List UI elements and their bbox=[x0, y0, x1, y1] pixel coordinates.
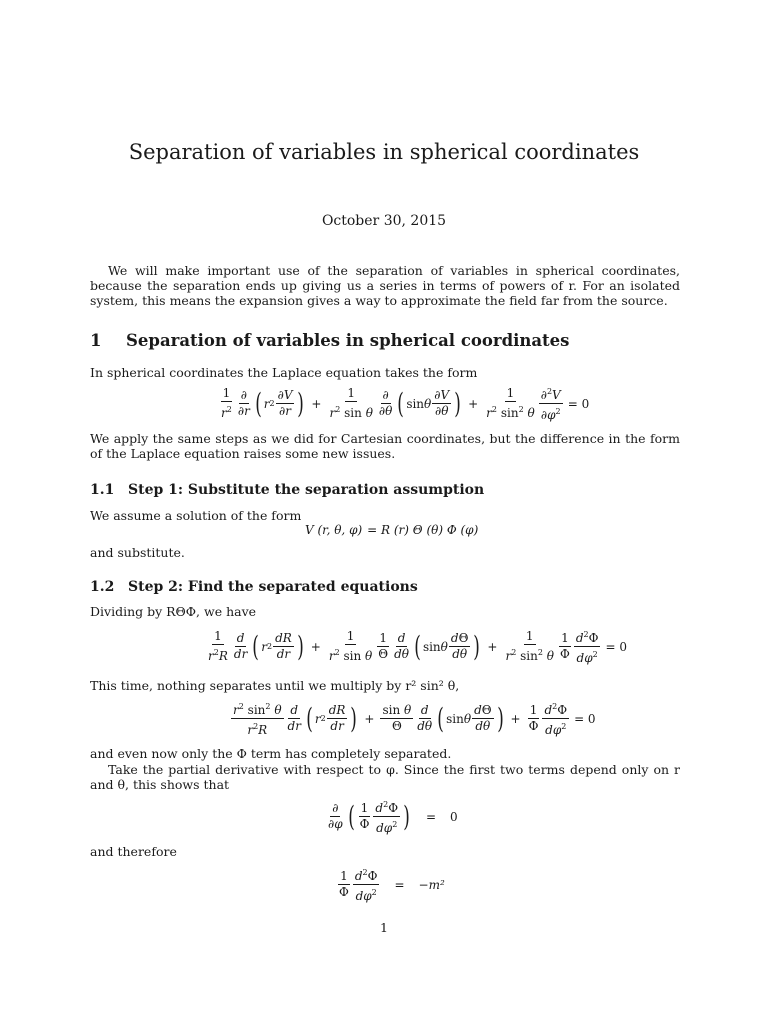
phi-equals: = bbox=[394, 877, 405, 892]
page-number: 1 bbox=[380, 920, 388, 935]
document-date: October 30, 2015 bbox=[321, 213, 447, 229]
section-title: Separation of variables in spherical coordinates bbox=[126, 331, 570, 350]
multiply-text: This time, nothing separates until we multiply by r² sin² θ, bbox=[90, 678, 460, 693]
subsection-heading-1-1 bbox=[90, 482, 484, 498]
assume-lhs: V (r, θ, φ) bbox=[305, 523, 363, 537]
partial-derivative-text: Take the partial derivative with respect to φ. Since the first two terms depend only on r and θ, this shows that bbox=[90, 762, 680, 792]
separated-text: and even now only the Φ term has completely separated. bbox=[90, 746, 452, 761]
subsection-number: 1.2 bbox=[90, 579, 115, 595]
subsection-title: Step 2: Find the separated equations bbox=[128, 579, 418, 595]
section1-after-equation: We apply the same steps as we did for Cartesian coordinates, but the difference in the form of the Laplace equation raises some new issues. bbox=[90, 431, 680, 461]
page-title: Separation of variables in spherical coordinates bbox=[128, 140, 640, 164]
subsection-title: Step 1: Substitute the separation assumption bbox=[128, 482, 485, 498]
divided-rhs: = 0 bbox=[605, 639, 627, 654]
partial-equals: = bbox=[425, 809, 437, 824]
separation-assumption-equation bbox=[305, 523, 478, 537]
subsection-number: 1.1 bbox=[90, 482, 115, 498]
multiplied-rhs: = 0 bbox=[574, 711, 596, 726]
subsection1-after-equation: and substitute. bbox=[90, 545, 185, 560]
laplace-equation: $\frac{1}{r^2}$ $\frac{\partial}{\partial r}$ ( r 2 $\frac{\partial V}{\partial r}$ ) + $\frac{1}{r^2 \sin \theta}$ $\frac{\partial}{\partial\theta}$ ( sin θ $\frac{\partial V}{\partial\theta}$ ) + $\frac{1}{r^2 \sin^2 \theta}$ $\frac{\partial^2V}{\partial\varphi^2}$ = 0 bbox=[221, 386, 590, 422]
partial-phi-equation: $\frac{\partial}{\partial\varphi}$ ( $\frac{1}{\Phi}$ $\frac{d^2\Phi}{d\varphi^2}$ ) = 0 bbox=[328, 799, 458, 835]
subsection-heading-1-2 bbox=[90, 579, 418, 595]
partial-rhs: 0 bbox=[450, 809, 458, 824]
divided-equation: $\frac{1}{r^2R}$ $\frac{d}{dr}$ ( r 2 $\frac{dR}{dr}$ ) + $\frac{1}{r^2 \sin \theta}$ $\frac{1}{\Theta}$ $\frac{d}{d\theta}$ ( sin θ $\frac{d\Theta}{d\theta}$ ) + $\frac{1}{r^2 \sin^2 \theta}$ $\frac{1}{\Phi}$ $\frac{d^2\Phi}{d\varphi^2}$ = 0 bbox=[208, 629, 627, 665]
subsection2-intro: Dividing by RΘΦ, we have bbox=[90, 604, 257, 619]
therefore-text: and therefore bbox=[90, 844, 177, 859]
subsection1-intro: We assume a solution of the form bbox=[90, 508, 302, 523]
phi-rhs: −m² bbox=[418, 877, 445, 892]
laplace-rhs: = 0 bbox=[567, 396, 590, 411]
phi-constant-equation: $\frac{1}{\Phi}$ $\frac{d^2\Phi}{d\varphi^2}$ = −m² bbox=[339, 868, 445, 903]
abstract-paragraph: We will make important use of the separation of variables in spherical coordinates, because the separation ends up giving us a series in terms of powers of r. For an isolated system, this means the expansion gives a way to approximate the field far from the source. bbox=[90, 263, 680, 308]
section-number: 1 bbox=[90, 331, 102, 350]
multiplied-equation: $\frac{r^2 \sin^2 \theta}{r^2R}$ $\frac{d}{dr}$ ( r 2 $\frac{dR}{dr}$ ) + $\frac{\text{sin θ}}{\Theta}$ $\frac{d}{d\theta}$ ( sin θ $\frac{d\Theta}{d\theta}$ ) + $\frac{1}{\Phi}$ $\frac{d^2\Phi}{d\varphi^2}$ = 0 bbox=[233, 701, 596, 737]
section-heading-1 bbox=[90, 331, 569, 350]
assume-rhs: = R (r) Θ (θ) Φ (φ) bbox=[367, 523, 479, 537]
section1-intro: In spherical coordinates the Laplace equation takes the form bbox=[90, 365, 478, 380]
